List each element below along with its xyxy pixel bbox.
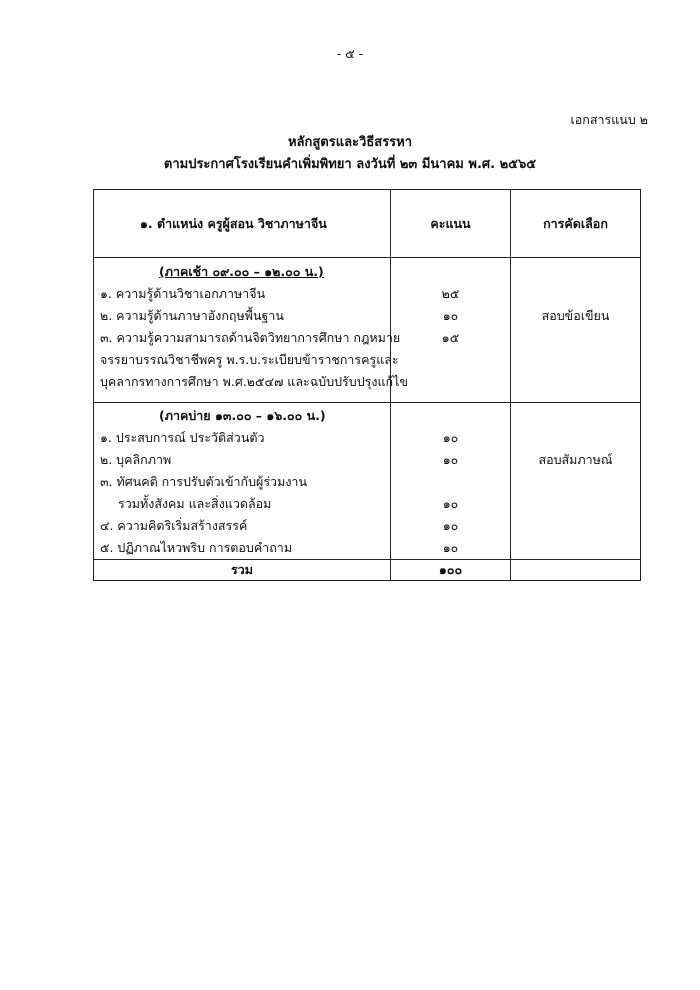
morning-score-cell [391,258,511,403]
afternoon-score: ๑๐ [442,496,459,511]
morning-method: สอบข้อเขียน [541,308,610,323]
afternoon-method: สอบสัมภาษณ์ [538,452,613,467]
morning-score: ๒๕ [441,286,460,301]
total-label: รวม [94,560,391,581]
title-block [0,132,700,176]
total-score: ๑๐๐ [391,560,511,581]
table-header-row [94,190,641,258]
afternoon-method-cell [511,403,641,560]
afternoon-score [391,471,510,493]
afternoon-score-cell [391,403,511,560]
afternoon-score: ๑๐ [442,540,459,555]
afternoon-criteria-cell [94,403,391,560]
afternoon-item: ๕. ปฏิภาณไหวพริบ การตอบคำถาม [100,540,293,555]
afternoon-score: ๑๐ [442,518,459,533]
morning-item: บุคลากรทางการศึกษา พ.ศ.๒๕๔๗ และฉบับปรับปรุงแก้ไข [100,374,408,389]
afternoon-item: ๒. บุคลิกภาพ [100,452,172,467]
morning-heading: (ภาคเช้า ๐๙.๐๐ – ๑๒.๐๐ น.) [159,264,324,279]
morning-item: ๑. ความรู้ด้านวิชาเอกภาษาจีน [100,286,266,301]
afternoon-item: ๓. ทัศนคติ การปรับตัวเข้ากับผู้ร่วมงาน [100,474,307,489]
morning-score: ๑๐ [442,308,459,323]
afternoon-item: ๑. ประสบการณ์ ประวัติส่วนตัว [100,430,265,445]
header-selection: การคัดเลือก [511,190,641,258]
morning-criteria-cell [94,258,408,403]
afternoon-score: ๑๐ [442,452,459,467]
afternoon-item: รวมทั้งสังคม และสิ่งแวดล้อม [118,496,272,511]
morning-item: จรรยาบรรณวิชาชีพครู พ.ร.บ.ระเบียบข้าราชการครูและ [100,352,399,367]
attachment-label: เอกสารแนบ ๒ [570,112,648,127]
header-score: คะแนน [391,190,511,258]
afternoon-heading: (ภาคบ่าย ๑๓.๐๐ – ๑๖.๐๐ น.) [159,408,326,423]
morning-score: ๑๕ [441,330,460,345]
morning-section-row [94,258,641,403]
afternoon-item: ๔. ความคิดริเริ่มสร้างสรรค์ [100,518,248,533]
morning-item: ๓. ความรู้ความสามารถด้านจิตวิทยาการศึกษา กฎหมาย [100,330,401,345]
morning-item: ๒. ความรู้ด้านภาษาอังกฤษพื้นฐาน [100,308,284,323]
criteria-table [93,189,641,581]
page-number: - ๕ - [336,46,364,61]
document-subtitle: ตามประกาศโรงเรียนคำเพิ่มพิทยา ลงวันที่ ๒๓ มีนาคม พ.ศ. ๒๕๖๕ [163,157,537,172]
morning-method-cell [511,258,641,403]
document-title: หลักสูตรและวิธีสรรหา [287,135,413,150]
total-empty-cell [511,560,641,581]
header-position: ๑. ตำแหน่ง ครูผู้สอน วิชาภาษาจีน [94,190,391,258]
afternoon-score: ๑๐ [442,430,459,445]
total-row [94,560,641,581]
afternoon-section-row [94,403,641,560]
